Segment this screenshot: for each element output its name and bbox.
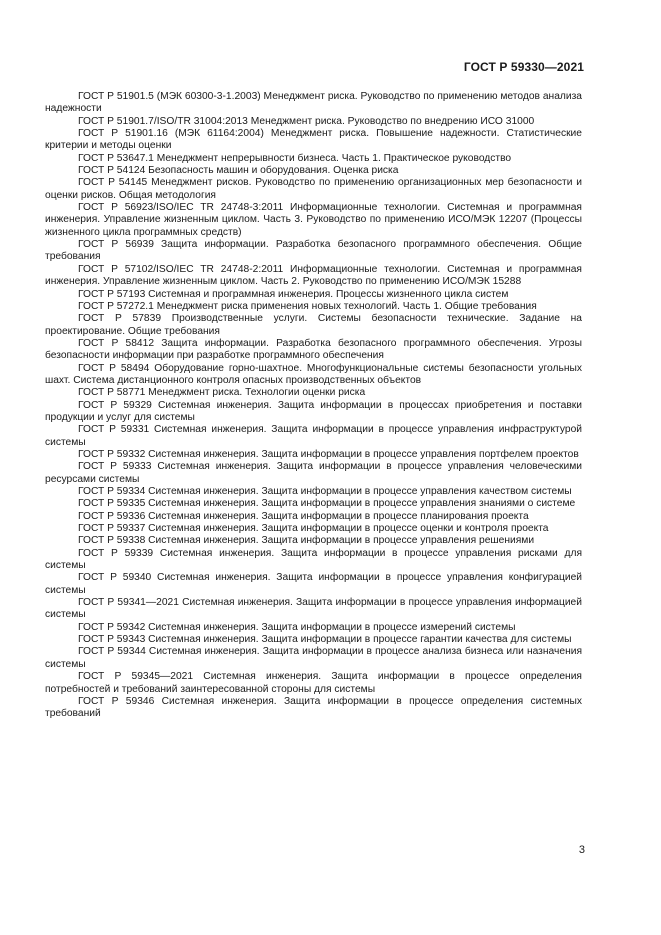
reference-item: ГОСТ Р 59331 Системная инженерия. Защита информации в процессе управления инфраструктурой системы: [45, 424, 582, 448]
reference-item: ГОСТ Р 59333 Системная инженерия. Защита информации в процессе управления человеческими ресурсами системы: [45, 461, 582, 485]
reference-item: ГОСТ Р 59336 Системная инженерия. Защита информации в процессе планирования проекта: [78, 510, 529, 522]
reference-item: ГОСТ Р 58494 Оборудование горно-шахтное. Многофункциональные системы безопасности угольных шахт. Система дистанционного контроля опасных производственных объектов: [45, 362, 582, 386]
reference-item: ГОСТ Р 59340 Системная инженерия. Защита информации в процессе управления конфигурацией системы: [45, 572, 582, 596]
reference-item: ГОСТ Р 59332 Системная инженерия. Защита информации в процессе управления портфелем проектов: [78, 448, 579, 460]
reference-item: ГОСТ Р 58771 Менеджмент риска. Технологии оценки риска: [78, 387, 366, 399]
reference-item: ГОСТ Р 59346 Системная инженерия. Защита информации в процессе определения системных требований: [45, 695, 582, 720]
page-header-standard-code: ГОСТ Р 59330—2021: [463, 60, 584, 74]
normative-references-list: [45, 91, 582, 721]
reference-item: ГОСТ Р 56923/ISO/IEC TR 24748-3:2011 Информационные технологии. Системная и программная инженерия. Управление жизненным циклом. Часть 3. Руководство по применению ИСО/МЭК 12207 (Процессы жизненного цикла программных средств): [45, 202, 582, 238]
reference-item: ГОСТ Р 51901.16 (МЭК 61164:2004) Менеджмент риска. Повышение надежности. Статистические критерии и методы оценки: [45, 128, 582, 152]
reference-item: ГОСТ Р 59329 Системная инженерия. Защита информации в процессах приобретения и поставки продукции и услуг для системы: [45, 399, 582, 423]
reference-item: ГОСТ Р 58412 Защита информации. Разработка безопасного программного обеспечения. Угрозы безопасности информации при разработке программного обеспечения: [45, 337, 582, 362]
reference-item: ГОСТ Р 51901.7/ISO/TR 31004:2013 Менеджмент риска. Руководство по внедрению ИСО 31000: [78, 115, 535, 127]
reference-item: ГОСТ Р 59342 Системная инженерия. Защита информации в процессе измерений системы: [78, 621, 516, 633]
reference-item: ГОСТ Р 59339 Системная инженерия. Защита информации в процессе управления рисками для системы: [45, 547, 582, 572]
reference-item: ГОСТ Р 59341—2021 Системная инженерия. Защита информации в процессе управления информацией системы: [45, 597, 582, 621]
reference-item: ГОСТ Р 57193 Системная и программная инженерия. Процессы жизненного цикла систем: [78, 288, 509, 300]
reference-item: ГОСТ Р 59345—2021 Системная инженерия. Защита информации в процессе определения потребностей и требований заинтересованной стороны для системы: [45, 671, 582, 695]
reference-item: ГОСТ Р 54124 Безопасность машин и оборудования. Оценка риска: [78, 165, 399, 177]
page-number: 3: [578, 844, 585, 856]
reference-item: ГОСТ Р 57272.1 Менеджмент риска применения новых технологий. Часть 1. Общие требования: [78, 300, 537, 312]
reference-item: ГОСТ Р 59335 Системная инженерия. Защита информации в процессе управления знаниями о системе: [78, 498, 576, 510]
reference-item: ГОСТ Р 54145 Менеджмент рисков. Руководство по применению организационных мер безопасности и оценки рисков. Общая методология: [45, 177, 582, 201]
reference-item: ГОСТ Р 57839 Производственные услуги. Системы безопасности технические. Задание на проектирование. Общие требования: [45, 313, 582, 337]
reference-item: ГОСТ Р 56939 Защита информации. Разработка безопасного программного обеспечения. Общие требования: [45, 239, 582, 263]
reference-item: ГОСТ Р 59343 Системная инженерия. Защита информации в процессе гарантии качества для системы: [78, 634, 572, 646]
reference-item: ГОСТ Р 59338 Системная инженерия. Защита информации в процессе управления решениями: [78, 535, 535, 547]
reference-item: ГОСТ Р 59337 Системная инженерия. Защита информации в процессе оценки и контроля проекта: [78, 523, 549, 535]
reference-item: ГОСТ Р 53647.1 Менеджмент непрерывности бизнеса. Часть 1. Практическое руководство: [78, 152, 512, 164]
reference-item: ГОСТ Р 57102/ISO/IEC TR 24748-2:2011 Информационные технологии. Системная и программная инженерия. Управление жизненным циклом. Часть 2. Руководство по применению ИСО/МЭК 15288: [45, 263, 582, 288]
reference-item: ГОСТ Р 51901.5 (МЭК 60300-3-1.2003) Менеджмент риска. Руководство по применению методов анализа надежности: [45, 91, 582, 115]
reference-item: ГОСТ Р 59344 Системная инженерия. Защита информации в процессе анализа бизнеса или назначения системы: [45, 646, 582, 670]
reference-item: ГОСТ Р 59334 Системная инженерия. Защита информации в процессе управления качеством системы: [78, 486, 572, 497]
